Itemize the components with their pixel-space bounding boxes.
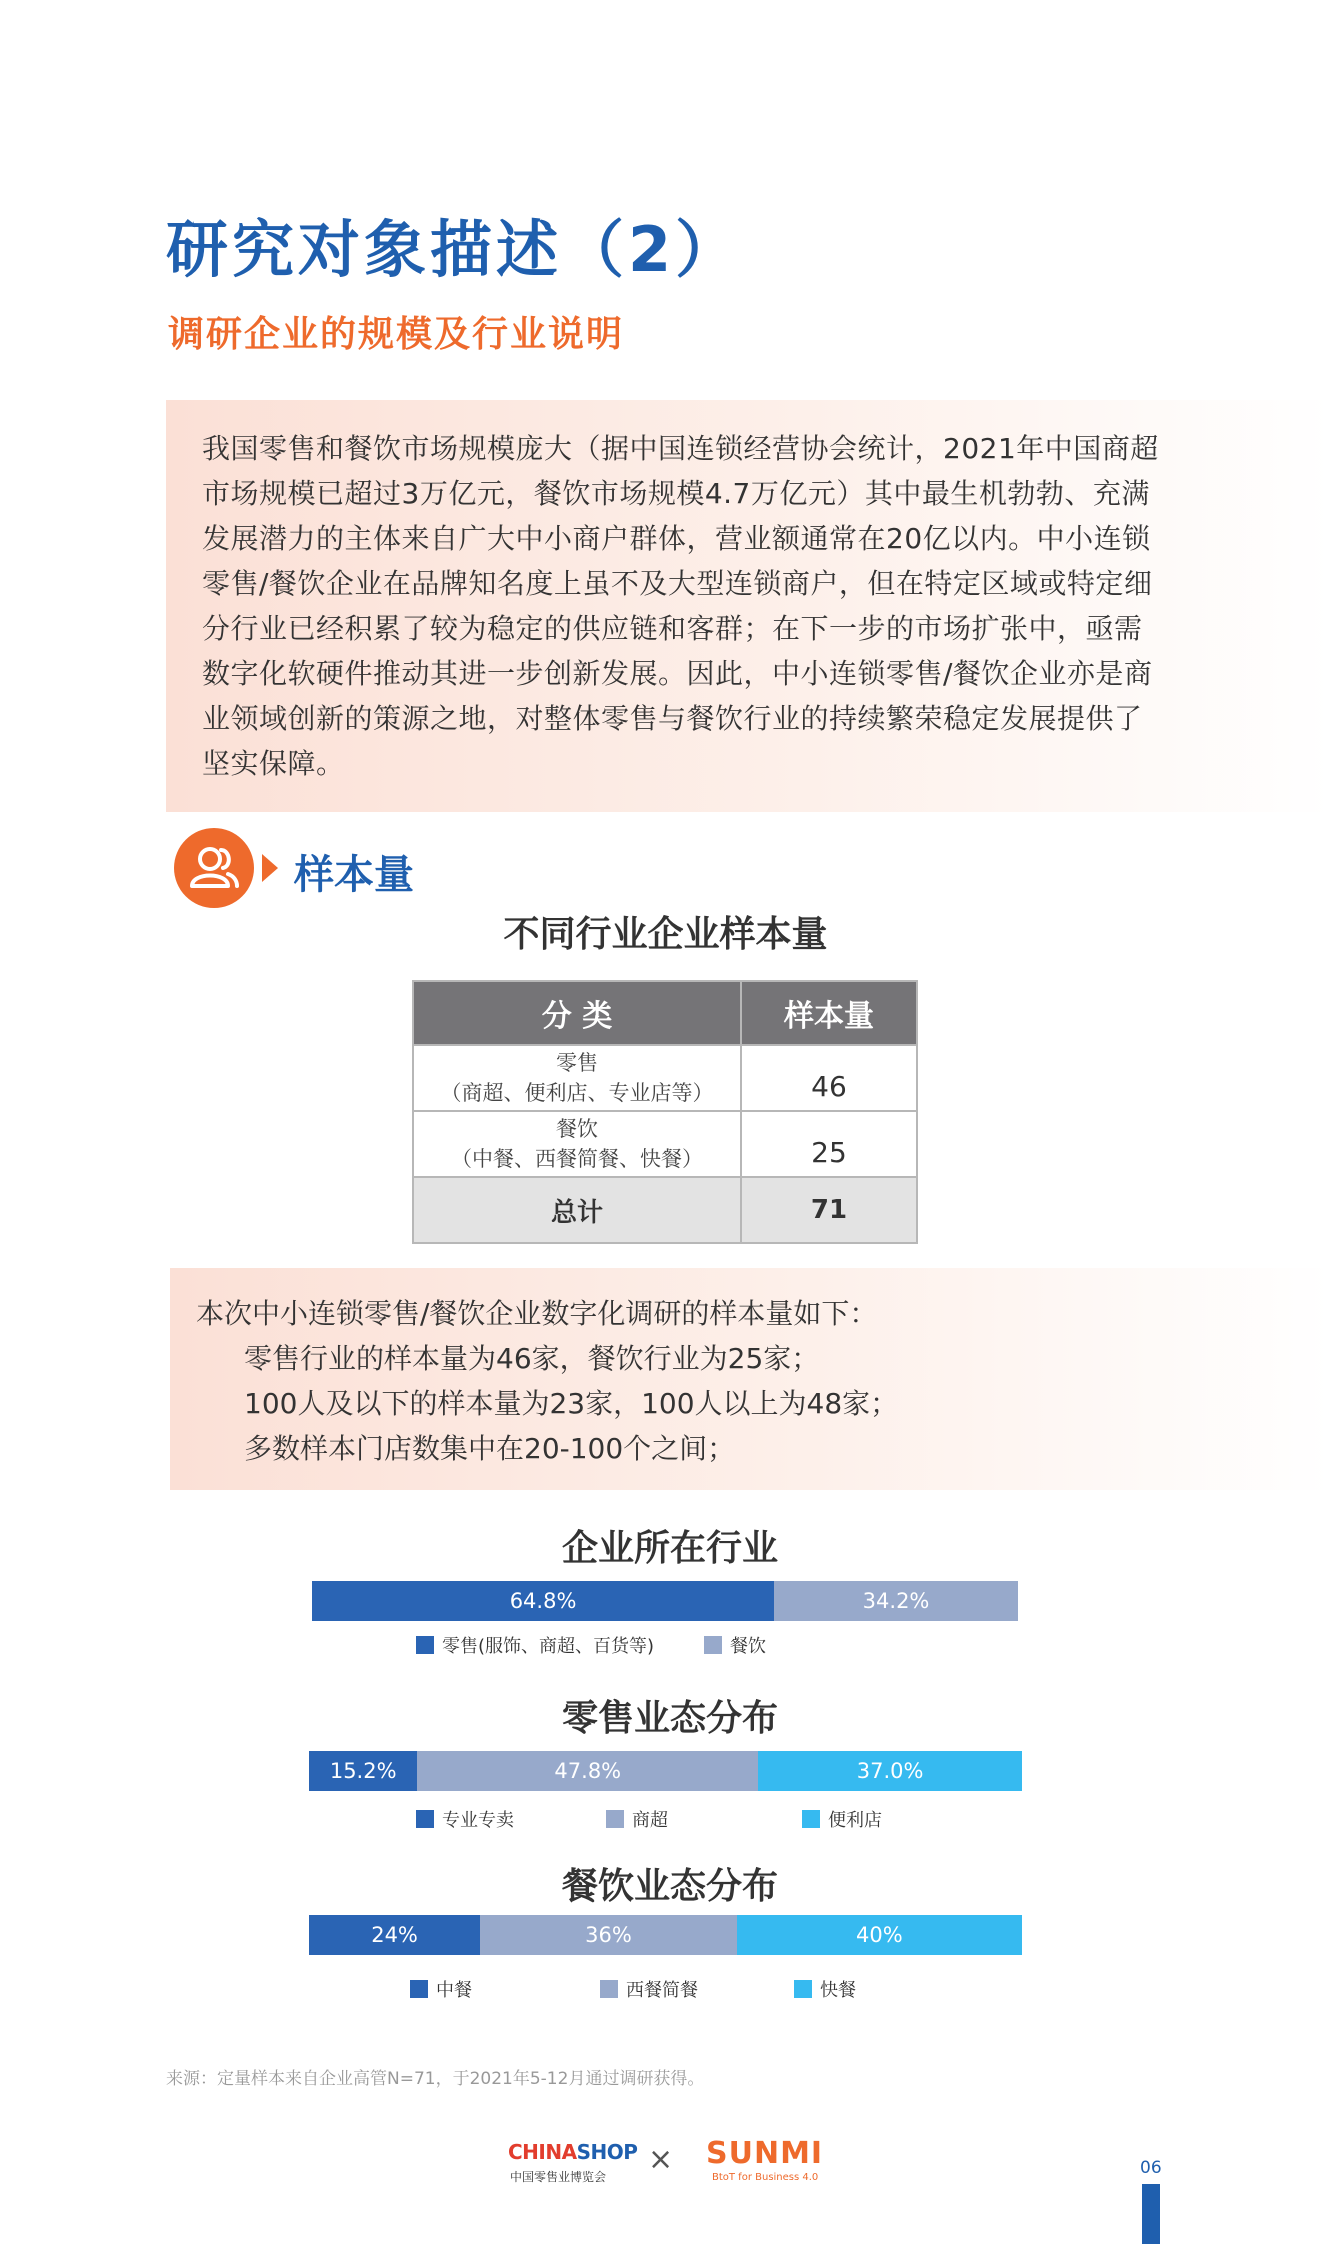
table-cell-category	[413, 1045, 741, 1111]
chart-legend	[0, 1806, 1331, 1830]
bar-segment	[737, 1915, 1022, 1955]
sunmi-logo-subtitle: BtoT for Business 4.0	[712, 2172, 819, 2183]
legend-label: 便利店	[828, 1810, 882, 1831]
legend-item	[416, 1806, 514, 1832]
data-label: 40%	[856, 1923, 903, 1947]
summary-line: 本次中小连锁零售/餐饮企业数字化调研的样本量如下：	[196, 1297, 878, 1330]
times-icon: ×	[648, 2142, 674, 2177]
bar-segment	[312, 1581, 774, 1621]
bar-segment	[417, 1751, 758, 1791]
legend-label: 餐饮	[730, 1636, 766, 1657]
bar-segment	[480, 1915, 737, 1955]
logo-text: SHOP	[576, 2140, 638, 2164]
summary-line: 零售行业的样本量为46家，餐饮行业为25家；	[244, 1342, 820, 1375]
total-value: 71	[741, 1177, 917, 1243]
section-label: 样本量	[294, 852, 414, 898]
table-title: 不同行业企业样本量	[503, 914, 828, 955]
data-label: 24%	[371, 1923, 418, 1947]
stacked-bar	[309, 1751, 1022, 1791]
legend-item	[606, 1806, 668, 1832]
category-detail: （商超、便利店、专业店等）	[440, 1081, 714, 1105]
table-total-row	[413, 1177, 917, 1243]
chart-title: 餐饮业态分布	[561, 1866, 778, 1907]
category-name: 零售	[556, 1051, 598, 1075]
chart-title: 零售业态分布	[561, 1698, 778, 1739]
data-label: 37.0%	[856, 1759, 924, 1783]
data-label: 64.8%	[509, 1589, 577, 1613]
data-label: 15.2%	[329, 1759, 397, 1783]
legend-swatch	[416, 1810, 434, 1828]
legend-item	[410, 1976, 472, 2002]
category-detail: （中餐、西餐简餐、快餐）	[451, 1147, 703, 1171]
table-cell-value: 25	[741, 1111, 917, 1177]
page-title: 研究对象描述（2）	[166, 213, 742, 286]
table-row	[413, 1045, 917, 1111]
legend-item	[802, 1806, 882, 1832]
legend-label: 中餐	[436, 1980, 472, 2001]
bar-segment	[309, 1751, 417, 1791]
table-row	[413, 1111, 917, 1177]
total-label: 总计	[413, 1177, 741, 1243]
legend-label: 快餐	[820, 1980, 856, 2001]
data-label: 36%	[585, 1923, 632, 1947]
legend-item	[704, 1632, 766, 1658]
sample-table	[412, 980, 918, 1244]
legend-label: 西餐简餐	[626, 1980, 698, 2001]
legend-swatch	[794, 1980, 812, 1998]
chinashop-logo-subtitle: 中国零售业博览会	[510, 2170, 607, 2184]
legend-swatch	[704, 1636, 722, 1654]
table-header-count: 样本量	[741, 981, 917, 1045]
legend-swatch	[410, 1980, 428, 1998]
legend-label: 专业专卖	[442, 1810, 514, 1831]
chart-title: 企业所在行业	[561, 1528, 778, 1569]
logo-text: CHINA	[508, 2140, 577, 2164]
category-name: 餐饮	[556, 1117, 598, 1141]
chart-legend	[0, 1976, 1331, 2000]
legend-swatch	[416, 1636, 434, 1654]
table-cell-category	[413, 1111, 741, 1177]
intro-paragraph: 我国零售和餐饮市场规模庞大（据中国连锁经营协会统计，2021年中国商超 市场规模已超过3万亿元，餐饮市场规模4.7万亿元）其中最生机勃勃、充满 发展潜力的主体来自广大中小商户群体，营业额通常在20亿以内。中小连锁 零售/餐饮企业在品牌知名度上虽不及大型连锁商户，但在特定区域或特定细 分行业已经积累了较为稳定的供应链和客群；在下一步的市场扩张中，亟需 数字化软硬件推动其进一步创新发展。因此，中小连锁零售/餐饮企业亦是商 业领域创新的策源之地，对整体零售与餐饮行业的持续繁荣稳定发展提供了 坚实保障。	[202, 432, 1159, 780]
data-label: 47.8%	[554, 1759, 622, 1783]
legend-item	[794, 1976, 856, 2002]
data-label: 34.2%	[862, 1589, 930, 1613]
legend-item	[600, 1976, 698, 2002]
legend-label: 商超	[632, 1810, 668, 1831]
users-icon	[174, 828, 254, 908]
legend-swatch	[606, 1810, 624, 1828]
bar-segment	[309, 1915, 480, 1955]
arrow-icon	[262, 854, 278, 882]
chinashop-logo	[508, 2140, 637, 2164]
page-subtitle: 调研企业的规模及行业说明	[168, 314, 625, 355]
legend-label: 零售(服饰、商超、百货等)	[442, 1636, 655, 1657]
legend-swatch	[802, 1810, 820, 1828]
bar-segment	[774, 1581, 1018, 1621]
chart-legend	[0, 1632, 1331, 1656]
summary-line: 100人及以下的样本量为23家，100人以上为48家；	[244, 1387, 899, 1420]
page-accent-bar	[1142, 2184, 1160, 2244]
legend-swatch	[600, 1980, 618, 1998]
table-header-row	[413, 981, 917, 1045]
source-note: 来源：定量样本来自企业高管N=71，于2021年5-12月通过调研获得。	[166, 2069, 705, 2089]
legend-item	[416, 1632, 654, 1658]
table-cell-value: 46	[741, 1045, 917, 1111]
stacked-bar	[309, 1915, 1022, 1955]
sunmi-logo: SUNMI	[706, 2136, 824, 2171]
page-number: 06	[1140, 2158, 1162, 2178]
bar-segment	[758, 1751, 1022, 1791]
summary-line: 多数样本门店数集中在20-100个之间；	[244, 1432, 736, 1465]
table-header-category: 分 类	[413, 981, 741, 1045]
stacked-bar	[312, 1581, 1018, 1621]
